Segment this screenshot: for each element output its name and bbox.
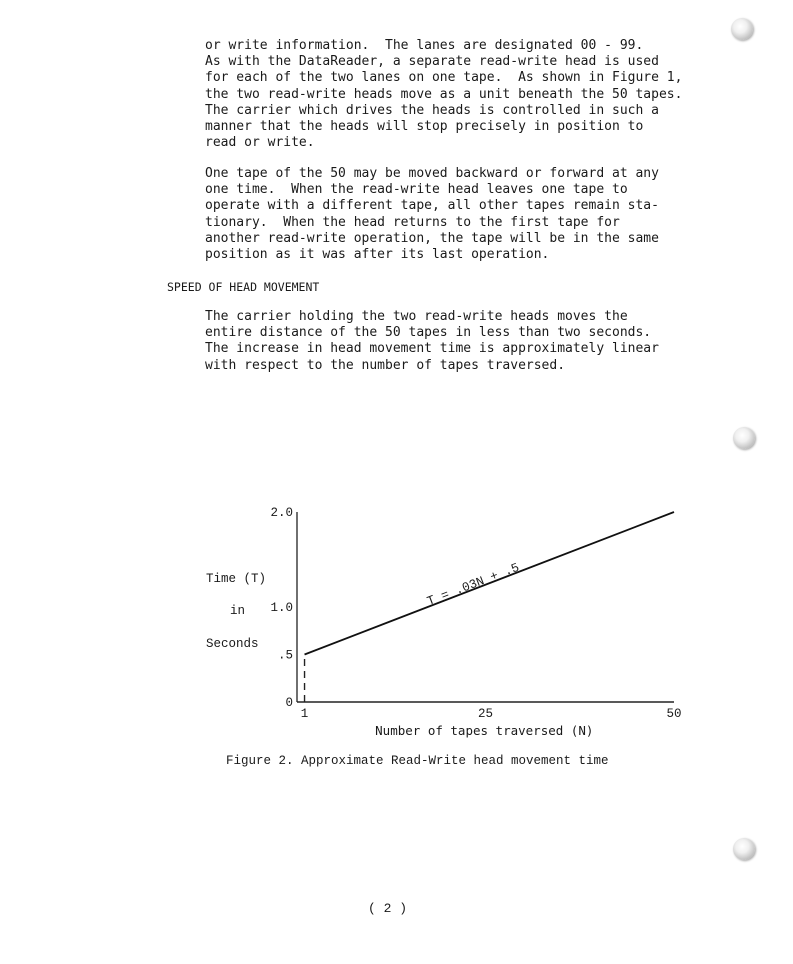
text-line: manner that the heads will stop precisely in position to [205,119,644,135]
y-tick-label: 2.0 [270,506,293,520]
text-line: operate with a different tape, all other tapes remain sta- [205,198,659,214]
page-number: ( 2 ) [368,901,408,916]
text-line: one time. When the read-write head leaves one tape to [205,182,628,198]
figure-caption: Figure 2. Approximate Read-Write head movement time [226,754,609,768]
text-line: with respect to the number of tapes traversed. [205,357,566,373]
text-line: As with the DataReader, a separate read-write head is used [205,54,659,70]
text-line: for each of the two lanes on one tape. As shown in Figure 1, [205,70,683,86]
y-axis-title-line: Time (T) [206,572,267,586]
text-line: One tape of the 50 may be moved backward or forward at any [205,166,659,181]
text-line: or write information. The lanes are designated 00 - 99. [205,38,644,53]
x-tick-label: 50 [666,707,682,721]
text-line: read or write. [205,135,315,151]
y-axis-title-line: Seconds [206,637,259,651]
x-axis-title: Number of tapes traversed (N) [375,723,594,738]
text-line: The carrier which drives the heads is controlled in such a [205,102,659,118]
text-line: tionary. When the head returns to the first tape for [205,214,620,230]
text-line: entire distance of the 50 tapes in less than two seconds. [205,325,652,341]
text-line: position as it was after its last operation. [205,247,550,263]
text-line: the two read-write heads move as a unit beneath the 50 tapes. [205,86,683,102]
text-line: The carrier holding the two read-write heads moves the [205,309,628,324]
text-line: The increase in head movement time is approximately linear [205,341,659,357]
equation-annotation: T = .03N + .5 [425,560,522,609]
section-heading: SPEED OF HEAD MOVEMENT [167,280,320,294]
y-axis-title-line: in [230,604,246,618]
text-line: another read-write operation, the tape will be in the same [205,230,659,246]
y-tick-label: 1.0 [270,601,293,615]
y-tick-label: 0 [285,696,293,710]
x-tick-label: 1 [300,707,309,721]
x-tick-label: 25 [477,707,494,721]
y-tick-label: .5 [277,648,293,663]
